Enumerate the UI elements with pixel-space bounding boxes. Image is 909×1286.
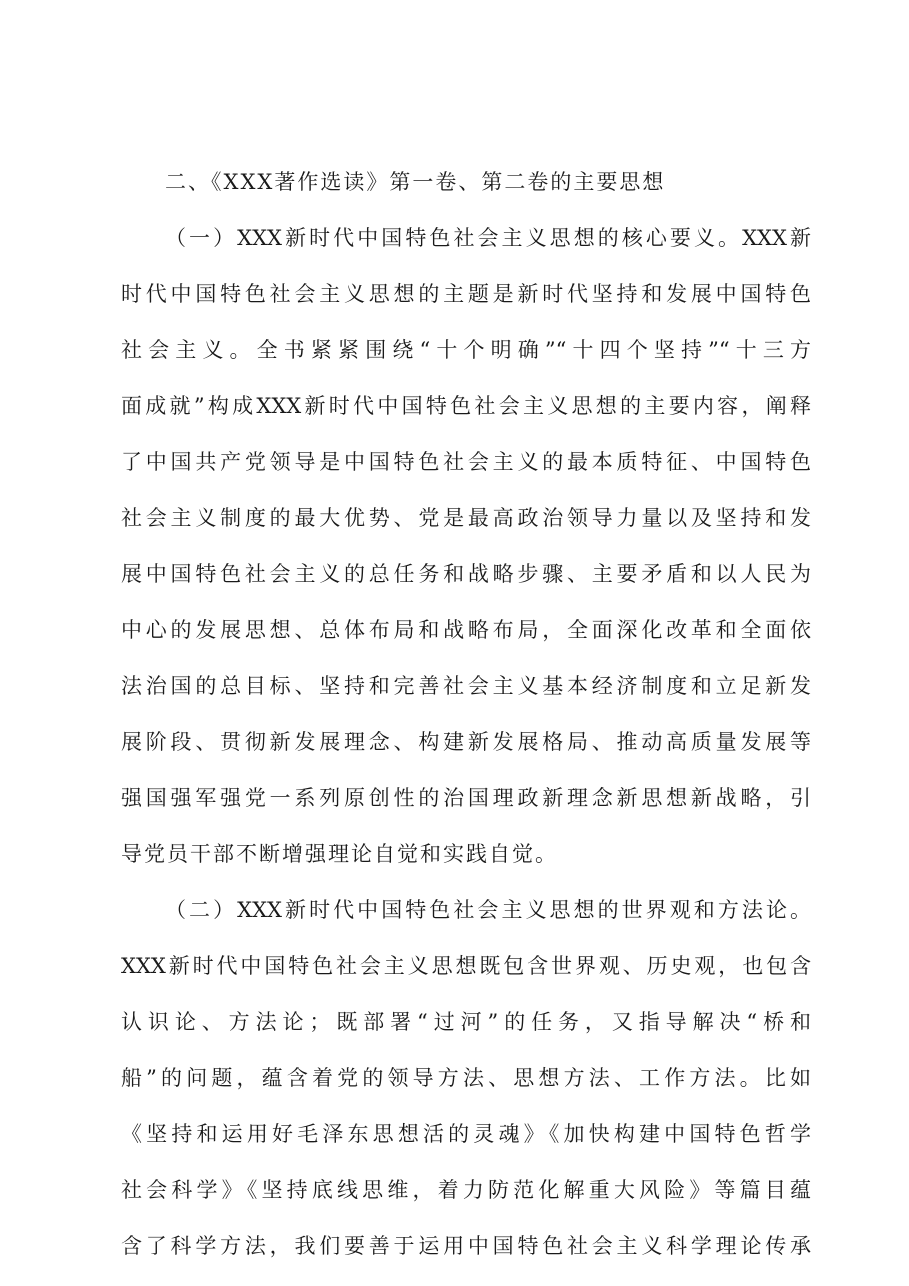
- paragraph-line: 社会科学》《坚持底线思维，着力防范化解重大风险》等篇目蕴: [121, 1178, 811, 1202]
- paragraph-line: （一）XXX新时代中国特色社会主义思想的核心要义。XXX新: [165, 226, 811, 250]
- paragraph-line: 社会主义。全书紧紧围绕“十个明确”“十四个坚持”“十三方: [121, 338, 811, 362]
- paragraph-line: 面成就”构成XXX新时代中国特色社会主义思想的主要内容，阐释: [121, 394, 811, 418]
- paragraph-line: 中心的发展思想、总体布局和战略布局，全面深化改革和全面依: [121, 618, 811, 642]
- paragraph-line: 《坚持和运用好毛泽东思想活的灵魂》《加快构建中国特色哲学: [121, 1122, 811, 1146]
- paragraph-line: 船”的问题，蕴含着党的领导方法、思想方法、工作方法。比如: [121, 1066, 811, 1090]
- paragraph-line: 时代中国特色社会主义思想的主题是新时代坚持和发展中国特色: [121, 282, 811, 306]
- paragraph-line: 法治国的总目标、坚持和完善社会主义基本经济制度和立足新发: [121, 674, 811, 698]
- paragraph-line: 认识论、方法论；既部署“过河”的任务，又指导解决“桥和: [121, 1010, 811, 1034]
- paragraph-line: XXX新时代中国特色社会主义思想既包含世界观、历史观，也包含: [121, 954, 811, 978]
- paragraph-line: 导党员干部不断增强理论自觉和实践自觉。: [121, 842, 558, 866]
- paragraph-line: 含了科学方法，我们要善于运用中国特色社会主义科学理论传承: [121, 1234, 811, 1258]
- paragraph-line: （二）XXX新时代中国特色社会主义思想的世界观和方法论。: [165, 898, 811, 922]
- paragraph-line: 展阶段、贯彻新发展理念、构建新发展格局、推动高质量发展等: [121, 730, 811, 754]
- paragraph-line: 强国强军强党一系列原创性的治国理政新理念新思想新战略，引: [121, 786, 811, 810]
- section-heading: 二、《XXX著作选读》第一卷、第二卷的主要思想: [165, 170, 666, 194]
- paragraph-line: 社会主义制度的最大优势、党是最高政治领导力量以及坚持和发: [121, 506, 811, 530]
- paragraph-line: 展中国特色社会主义的总任务和战略步骤、主要矛盾和以人民为: [121, 562, 811, 586]
- paragraph-line: 了中国共产党领导是中国特色社会主义的最本质特征、中国特色: [121, 450, 811, 474]
